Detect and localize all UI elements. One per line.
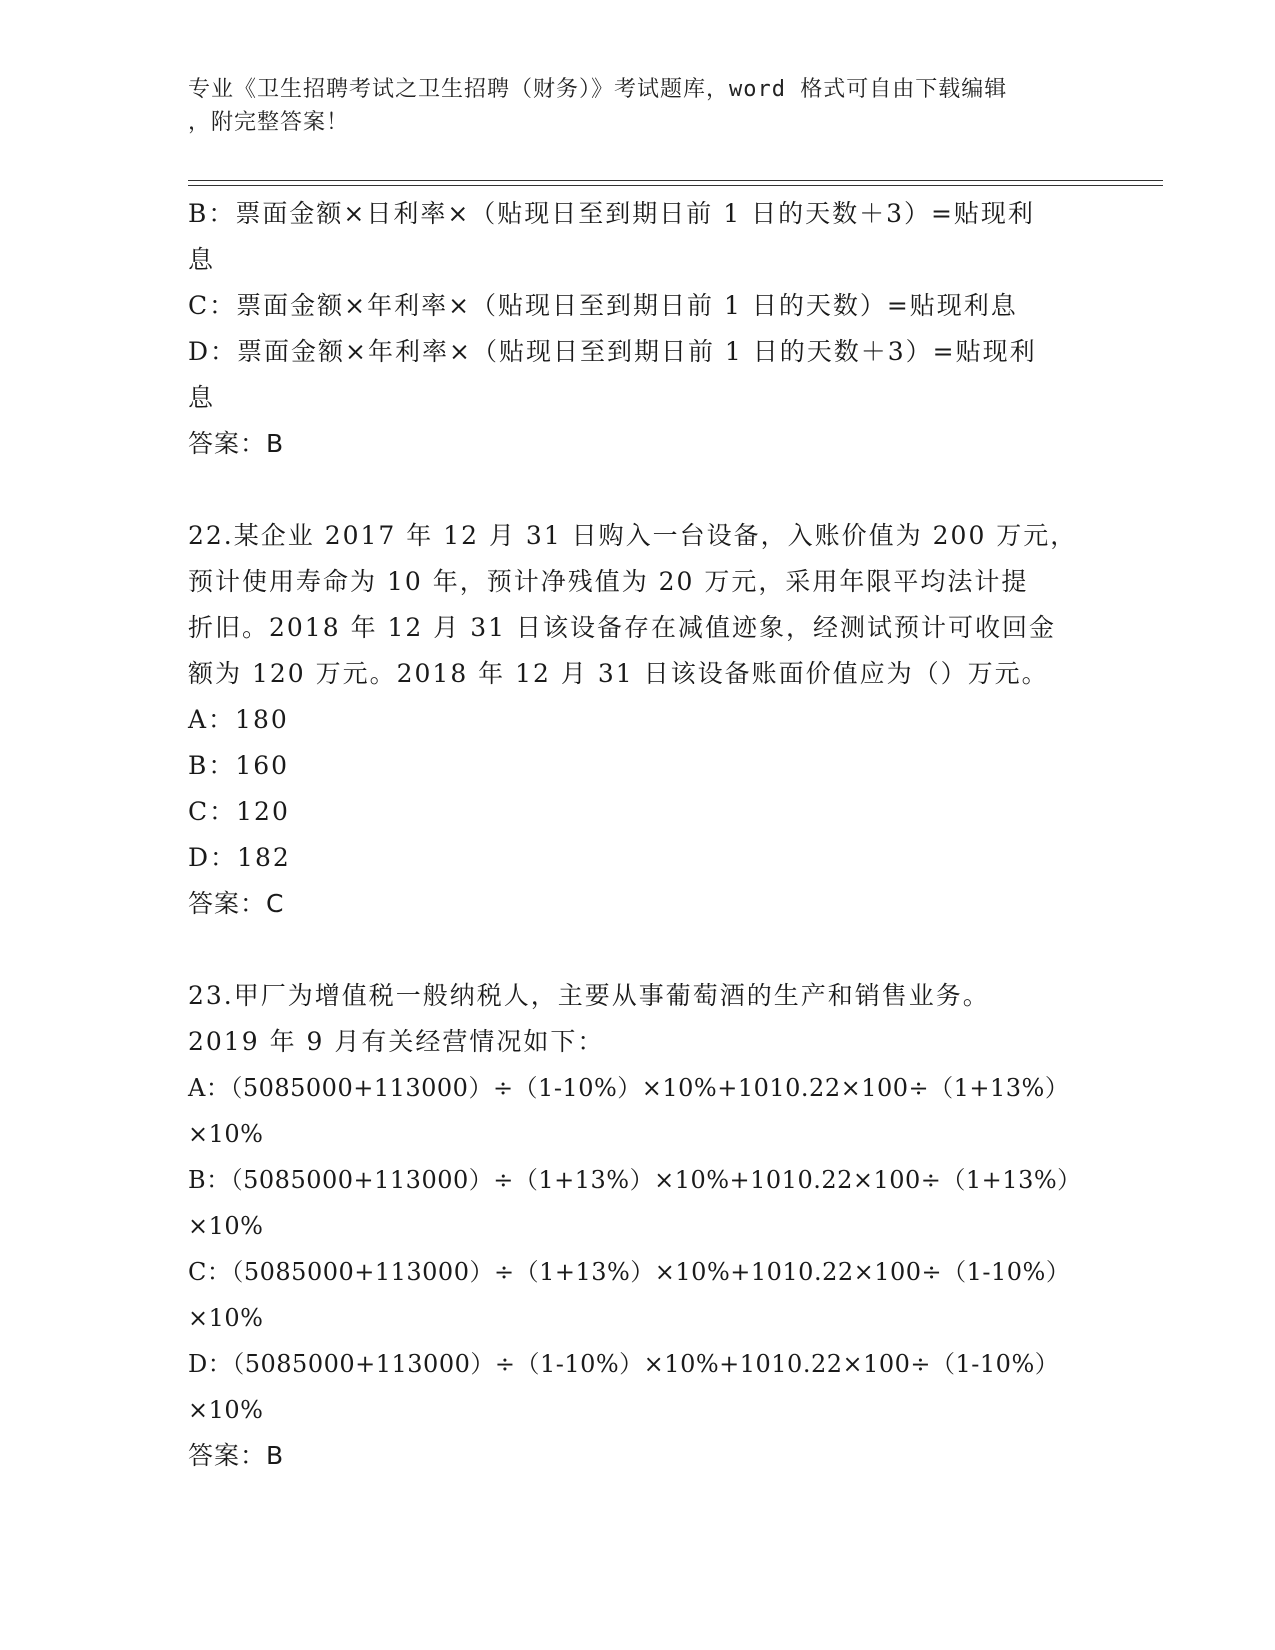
question-stem-line: 预计使用寿命为 10 年，预计净残值为 20 万元，采用年限平均法计提 [188,567,1029,596]
option-a-line-2: ×10% [188,1120,264,1148]
document-header [188,73,1078,139]
answer-text: 答案：B [188,1441,285,1470]
question-23 [188,973,1088,1479]
prev-question [188,191,1088,467]
option-b-line-1: B：票面金额×日利率×（贴现日至到期日前 1 日的天数＋3）=贴现利 [188,199,1035,228]
answer-text: 答案：B [188,429,285,458]
option-b-line-2: ×10% [188,1212,264,1240]
option-b: B：160 [188,751,290,780]
question-stem-line: 22.某企业 2017 年 12 月 31 日购入一台设备，入账价值为 200 万元， [188,521,1078,550]
option-d: D：182 [188,843,291,872]
question-stem-line: 2019 年 9 月有关经营情况如下： [188,1027,605,1056]
option-d-line-1: D：（5085000+113000）÷（1-10%）×10%+1010.22×100÷（1-10%） [188,1350,1060,1378]
option-c-line-1: C：票面金额×年利率×（贴现日至到期日前 1 日的天数）=贴现利息 [188,291,1018,320]
option-b-line-2: 息 [188,245,216,274]
question-stem-line: 折旧。2018 年 12 月 31 日该设备存在减值迹象，经测试预计可收回金 [188,613,1056,642]
option-d-line-1: D：票面金额×年利率×（贴现日至到期日前 1 日的天数＋3）=贴现利 [188,337,1037,366]
question-22 [188,513,1088,927]
option-d-line-2: 息 [188,383,216,412]
header-line-2: ，附完整答案！ [188,110,350,135]
option-b-line-1: B：（5085000+113000）÷（1+13%）×10%+1010.22×100÷（1+13%） [188,1166,1082,1194]
option-d-line-2: ×10% [188,1396,264,1424]
answer-text: 答案：C [188,889,285,918]
question-stem-line: 23.甲厂为增值税一般纳税人，主要从事葡萄酒的生产和销售业务。 [188,981,990,1010]
question-content [188,191,1088,1479]
header-divider-bottom [188,185,1163,186]
option-c: C：120 [188,797,290,826]
option-a-line-1: A：（5085000+113000）÷（1-10%）×10%+1010.22×100÷（1+13%） [188,1074,1070,1102]
option-a: A：180 [188,705,289,734]
header-line-1: 专业《卫生招聘考试之卫生招聘（财务）》考试题库，word 格式可自由下载编辑 [188,77,1008,102]
header-divider-top [188,180,1163,181]
option-c-line-2: ×10% [188,1304,264,1332]
option-c-line-1: C：（5085000+113000）÷（1+13%）×10%+1010.22×100÷（1-10%） [188,1258,1071,1286]
question-stem-line: 额为 120 万元。2018 年 12 月 31 日该设备账面价值应为（）万元。 [188,659,1049,688]
